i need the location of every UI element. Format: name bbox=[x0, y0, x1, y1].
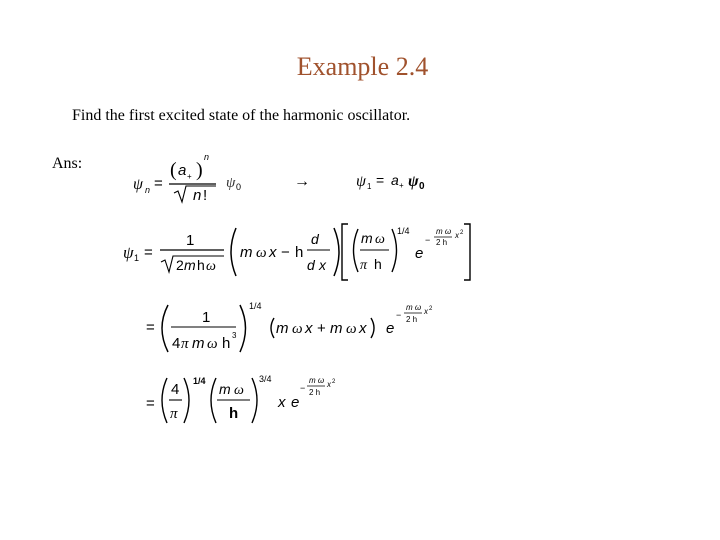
svg-text:m: m bbox=[184, 257, 196, 273]
svg-text:2: 2 bbox=[332, 379, 336, 385]
svg-text:ψ: ψ bbox=[356, 173, 366, 190]
svg-text:3/4: 3/4 bbox=[259, 374, 272, 384]
svg-text:=: = bbox=[146, 395, 155, 412]
svg-text:x: x bbox=[327, 380, 331, 389]
svg-text:m ω: m ω bbox=[406, 303, 422, 312]
svg-text:+: + bbox=[317, 320, 326, 337]
svg-text:−: − bbox=[396, 310, 402, 320]
svg-text:m: m bbox=[276, 320, 289, 337]
equation-psi-n bbox=[133, 152, 241, 204]
svg-text:a: a bbox=[391, 172, 399, 188]
svg-text:x: x bbox=[455, 231, 459, 240]
svg-text:1: 1 bbox=[186, 232, 195, 249]
slide-title: Example 2.4 bbox=[296, 52, 429, 81]
svg-text:n: n bbox=[193, 187, 202, 204]
svg-text:x: x bbox=[359, 320, 367, 337]
svg-text:(: ( bbox=[170, 159, 177, 181]
svg-text:m: m bbox=[219, 381, 231, 397]
svg-text:e: e bbox=[291, 394, 300, 411]
svg-text:ψ: ψ bbox=[123, 243, 134, 262]
svg-text:ω: ω bbox=[375, 232, 385, 247]
svg-text:m ω: m ω bbox=[309, 376, 325, 385]
svg-text:1: 1 bbox=[134, 253, 140, 263]
svg-text:d: d bbox=[307, 257, 315, 273]
svg-text:+: + bbox=[399, 181, 404, 190]
svg-text:h: h bbox=[374, 256, 382, 272]
svg-text:m: m bbox=[192, 335, 205, 352]
svg-text:ω: ω bbox=[256, 245, 267, 261]
svg-text:−: − bbox=[281, 244, 290, 261]
svg-text:x: x bbox=[278, 394, 286, 411]
svg-text:x: x bbox=[424, 307, 428, 316]
svg-text:ψ: ψ bbox=[226, 175, 236, 191]
svg-text:4: 4 bbox=[172, 335, 181, 352]
svg-text:2 h: 2 h bbox=[406, 315, 418, 324]
svg-text:0: 0 bbox=[419, 181, 425, 192]
svg-text:0: 0 bbox=[236, 182, 242, 192]
svg-text:π: π bbox=[181, 336, 189, 352]
svg-text:ω: ω bbox=[346, 321, 357, 337]
problem-statement: Find the first excited state of the harmonic oscillator. bbox=[72, 107, 411, 124]
svg-text:2 h: 2 h bbox=[436, 238, 448, 247]
svg-text:d: d bbox=[311, 231, 319, 247]
svg-text:ω: ω bbox=[292, 321, 303, 337]
svg-text:=: = bbox=[144, 244, 153, 261]
svg-text:ω: ω bbox=[234, 383, 244, 398]
svg-text:e: e bbox=[386, 320, 395, 337]
svg-text:1: 1 bbox=[367, 182, 372, 191]
equation-step-3 bbox=[146, 374, 336, 423]
svg-text:n: n bbox=[145, 185, 151, 195]
svg-text:h: h bbox=[295, 244, 304, 261]
svg-text:2: 2 bbox=[460, 230, 464, 236]
implies-arrow-icon: → bbox=[294, 173, 310, 190]
svg-text:1/4: 1/4 bbox=[397, 226, 410, 236]
svg-text:n: n bbox=[204, 152, 210, 162]
equation-psi-1-expansion bbox=[123, 224, 470, 280]
svg-text:2 h: 2 h bbox=[309, 388, 321, 397]
svg-text:=: = bbox=[376, 172, 385, 188]
svg-text:h: h bbox=[222, 335, 231, 352]
svg-text:x: x bbox=[305, 320, 313, 337]
svg-text:a: a bbox=[178, 162, 187, 179]
svg-text:1: 1 bbox=[202, 309, 211, 326]
svg-text:m: m bbox=[361, 230, 373, 246]
svg-text:m: m bbox=[330, 320, 343, 337]
svg-text:e: e bbox=[415, 245, 424, 262]
svg-text:h: h bbox=[197, 257, 205, 273]
svg-text:x: x bbox=[319, 257, 326, 273]
svg-text:π: π bbox=[360, 258, 368, 273]
svg-text:1/4: 1/4 bbox=[193, 376, 206, 386]
svg-text:=: = bbox=[154, 175, 163, 192]
svg-text:−: − bbox=[425, 235, 431, 245]
svg-text:1/4: 1/4 bbox=[249, 301, 262, 311]
equation-psi-1-definition bbox=[356, 172, 425, 192]
svg-text:ψ: ψ bbox=[408, 173, 419, 190]
svg-text:2: 2 bbox=[176, 257, 184, 273]
svg-text:3: 3 bbox=[232, 331, 237, 340]
svg-text:+: + bbox=[187, 172, 192, 181]
svg-text:−: − bbox=[300, 383, 306, 393]
svg-text:m: m bbox=[240, 244, 253, 261]
svg-text:!: ! bbox=[203, 187, 208, 204]
svg-text:ω: ω bbox=[206, 259, 216, 274]
svg-text:π: π bbox=[170, 406, 178, 422]
svg-text:=: = bbox=[146, 319, 155, 336]
svg-text:x: x bbox=[269, 244, 277, 261]
svg-text:4: 4 bbox=[171, 381, 180, 398]
svg-text:ψ: ψ bbox=[133, 176, 143, 193]
svg-text:2: 2 bbox=[429, 306, 433, 312]
answer-label: Ans: bbox=[52, 155, 83, 172]
svg-text:ω: ω bbox=[207, 336, 218, 352]
equation-step-2 bbox=[146, 301, 433, 352]
svg-text:h: h bbox=[229, 405, 239, 422]
svg-text:m ω: m ω bbox=[436, 227, 452, 236]
svg-text:): ) bbox=[196, 159, 203, 181]
